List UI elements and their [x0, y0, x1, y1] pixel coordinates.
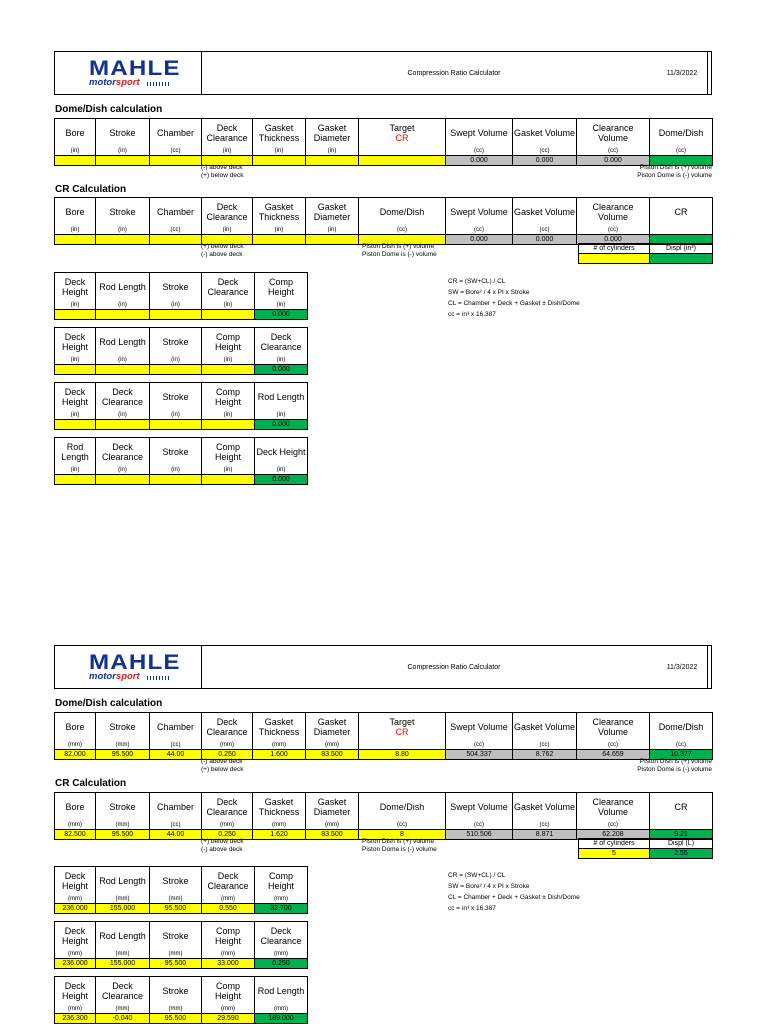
result-cell: 0.000	[255, 420, 308, 430]
dome-dish-title: Dome/Dish calculation	[55, 698, 163, 709]
cr-calc-title: CR Calculation	[55, 184, 127, 195]
dome-dish-table	[54, 712, 713, 760]
input-cell[interactable]	[150, 365, 202, 375]
col-header: Gasket Thickness	[253, 198, 306, 227]
gasket-diameter-input[interactable]	[306, 235, 359, 245]
clearance-volume-value: 0.000	[577, 235, 650, 245]
page-title: Compression Ratio Calculator	[201, 646, 708, 688]
col-header: Deck Clearance	[96, 977, 150, 1006]
header-row	[55, 119, 713, 148]
rod-length-table: Deck Height Deck Clearance Stroke Comp Height Rod Length (in) (in) (in) (in) (in) 0.000	[54, 382, 308, 430]
value-row	[55, 750, 713, 760]
unit-cell: (cc)	[150, 226, 202, 235]
deck-note: (-) above deck (+) below deck	[201, 164, 244, 179]
result-cell: 32.700	[255, 904, 308, 914]
swept-volume-value: 0.000	[446, 235, 513, 245]
col-header: Clearance Volume	[577, 198, 650, 227]
col-header: Rod Length	[96, 328, 150, 357]
dome-dish-title: Dome/Dish calculation	[55, 104, 163, 115]
dish-note: Piston Dish is (+) volume Piston Dome is (-) volume	[637, 758, 712, 773]
col-header: Dome/Dish	[359, 198, 446, 227]
input-cell[interactable]	[55, 420, 96, 430]
col-header: Deck Clearance	[202, 273, 255, 302]
col-header: Gasket Thickness	[253, 713, 306, 742]
col-header: Bore	[55, 713, 96, 742]
bore-input[interactable]	[55, 156, 96, 166]
col-header: Stroke	[96, 793, 150, 822]
swept-volume-value: 0.000	[446, 156, 513, 166]
col-header: Comp Height	[202, 922, 255, 951]
col-header: Comp Height	[202, 438, 255, 467]
clearance-volume-value: 0.000	[577, 156, 650, 166]
col-header: Comp Height	[202, 328, 255, 357]
col-header: Clearance Volume	[577, 713, 650, 742]
chamber-input[interactable]: 44.00	[150, 830, 202, 840]
mahle-logo	[55, 646, 202, 688]
deck-note: (+) below deck (-) above deck	[201, 243, 244, 258]
gasket-diameter-input[interactable]: 83.500	[306, 830, 359, 840]
formula-block: CR = (SW+CL) / CL SW = Bore² / 4 x PI x Stroke CL = Chamber + Deck + Gasket ± Dish/Dome cc = in³ x 16.387	[448, 872, 580, 912]
unit-cell	[650, 226, 713, 235]
units-row	[55, 226, 713, 235]
swept-volume-value: 504.337	[446, 750, 513, 760]
date-cell: 11/3/2022	[666, 663, 698, 671]
input-cell[interactable]	[202, 365, 255, 375]
col-header: Rod Length	[55, 438, 96, 467]
target-cr-input[interactable]	[359, 156, 446, 166]
chamber-input[interactable]: 44.00	[150, 750, 202, 760]
result-cell: 0.000	[255, 365, 308, 375]
col-header: Chamber	[150, 793, 202, 822]
col-header: Gasket Diameter	[306, 198, 359, 227]
input-cell[interactable]	[150, 475, 202, 485]
units-row: (mm) (mm) (cc) (mm) (mm) (mm) (cc) (cc) (cc) (cc)	[55, 821, 713, 830]
input-cell[interactable]	[96, 365, 150, 375]
page-title: Compression Ratio Calculator	[201, 52, 708, 94]
col-header: CR	[650, 793, 713, 822]
input-cell[interactable]	[202, 420, 255, 430]
displacement-label: Displ (in³)	[650, 244, 713, 254]
col-header: Gasket Volume	[513, 119, 577, 148]
input-cell[interactable]	[96, 420, 150, 430]
col-header: Gasket Diameter	[306, 119, 359, 148]
cylinders-input[interactable]	[579, 254, 650, 264]
logo-text: MAHLE	[89, 651, 181, 674]
stroke-input[interactable]	[96, 156, 150, 166]
swept-volume-value: 510.506	[446, 830, 513, 840]
col-header: Comp Height	[255, 867, 308, 896]
deck-note: (+) below deck (-) above deck	[201, 838, 244, 853]
target-cr-input[interactable]: 8.80	[359, 750, 446, 760]
logo-text: MAHLE	[89, 57, 181, 80]
unit-cell: (in)	[253, 147, 306, 156]
input-cell[interactable]: 29.590	[202, 1014, 255, 1024]
col-header: Deck Height	[55, 328, 96, 357]
unit-cell: (in)	[55, 226, 96, 235]
value-row	[55, 156, 713, 166]
displacement-result: 2.55	[650, 849, 713, 859]
input-cell[interactable]	[202, 310, 255, 320]
col-header: Comp Height	[202, 383, 255, 412]
dish-note: Piston Dish is (+) volume Piston Dome is (-) volume	[362, 243, 437, 258]
col-header: Stroke	[150, 438, 202, 467]
col-header: Comp Height	[255, 273, 308, 302]
sheet-header	[54, 51, 712, 95]
col-header: Gasket Volume	[513, 793, 577, 822]
sheet-header	[54, 645, 712, 689]
comp-height-table: Deck Height Rod Length Stroke Deck Clearance Comp Height (in) (in) (in) (in) (in) 0.000	[54, 272, 308, 320]
col-header: Bore	[55, 198, 96, 227]
col-header-target: Target CR	[359, 713, 446, 742]
units-row: (mm) (mm) (cc) (mm) (mm) (mm) (cc) (cc) (cc) (cc)	[55, 741, 713, 750]
result-cell: 0.000	[255, 475, 308, 485]
deck-clearance-input[interactable]: 0.250	[202, 750, 253, 760]
unit-cell: (in)	[306, 226, 359, 235]
cr-calc-table	[54, 197, 713, 245]
col-header: Swept Volume	[446, 713, 513, 742]
dome-dish-table	[54, 118, 713, 166]
col-header: Stroke	[96, 713, 150, 742]
input-cell[interactable]: 95.500	[150, 904, 202, 914]
header-row	[55, 793, 713, 822]
input-cell[interactable]	[202, 475, 255, 485]
col-header: Rod Length	[96, 867, 150, 896]
col-header: Deck Clearance	[202, 198, 253, 227]
result-cell: 0.250	[255, 959, 308, 969]
col-header: Stroke	[150, 922, 202, 951]
col-header: Bore	[55, 119, 96, 148]
dome-dish-input[interactable]: 8	[359, 830, 446, 840]
gasket-diameter-input[interactable]: 83.500	[306, 750, 359, 760]
deck-clearance-table: Deck Height Rod Length Stroke Comp Height Deck Clearance (in) (in) (in) (in) (in) 0.000	[54, 327, 308, 375]
gasket-thickness-input[interactable]	[253, 156, 306, 166]
col-header: Chamber	[150, 198, 202, 227]
bore-input[interactable]	[55, 235, 96, 245]
input-cell[interactable]	[150, 310, 202, 320]
input-cell[interactable]: 95.500	[150, 1014, 202, 1024]
col-header: Chamber	[150, 119, 202, 148]
gasket-thickness-input[interactable]: 1.620	[253, 830, 306, 840]
col-header: Deck Height	[55, 273, 96, 302]
col-header: Dome/Dish	[650, 713, 713, 742]
cylinders-input[interactable]: 5	[579, 849, 650, 859]
input-cell[interactable]	[55, 475, 96, 485]
input-cell[interactable]	[150, 420, 202, 430]
col-header: Clearance Volume	[577, 119, 650, 148]
col-header: Deck Height	[55, 867, 96, 896]
deck-clearance-input[interactable]: 0.250	[202, 830, 253, 840]
col-header: Dome/Dish	[359, 793, 446, 822]
unit-cell: (cc)	[513, 226, 577, 235]
col-header: Deck Clearance	[202, 119, 253, 148]
col-header: Gasket Thickness	[253, 793, 306, 822]
col-header: Rod Length	[96, 922, 150, 951]
clearance-volume-value: 62.208	[577, 830, 650, 840]
deck-height-table: Rod Length Deck Clearance Stroke Comp Height Deck Height (in) (in) (in) (in) (in) 0.000	[54, 437, 308, 485]
input-cell[interactable]: 155.000	[96, 959, 150, 969]
chamber-input[interactable]	[150, 235, 202, 245]
col-header: Stroke	[150, 977, 202, 1006]
col-header: Deck Clearance	[96, 383, 150, 412]
col-header: Gasket Thickness	[253, 119, 306, 148]
units-row	[55, 147, 713, 156]
gasket-diameter-input[interactable]	[306, 156, 359, 166]
displacement-label: Displ (L)	[650, 839, 713, 849]
clearance-volume-value: 64.659	[577, 750, 650, 760]
unit-cell: (in)	[202, 147, 253, 156]
gasket-volume-value: 8.762	[513, 750, 577, 760]
col-header: Swept Volume	[446, 119, 513, 148]
gasket-thickness-input[interactable]: 1.600	[253, 750, 306, 760]
col-header: Stroke	[96, 198, 150, 227]
unit-cell: (cc)	[650, 147, 713, 156]
logo-subtext: motorsport	[89, 671, 140, 682]
deck-note: (-) above deck (+) below deck	[201, 758, 244, 773]
input-cell[interactable]: 236.300	[55, 1014, 96, 1024]
col-header-target: Target CR	[359, 119, 446, 148]
col-header: Gasket Diameter	[306, 793, 359, 822]
col-header: Deck Clearance	[96, 438, 150, 467]
col-header: Stroke	[150, 273, 202, 302]
col-header: Chamber	[150, 713, 202, 742]
unit-cell: (cc)	[577, 226, 650, 235]
input-cell[interactable]	[55, 365, 96, 375]
col-header: Clearance Volume	[577, 793, 650, 822]
input-cell[interactable]: -0.040	[96, 1014, 150, 1024]
input-cell[interactable]: 0.550	[202, 904, 255, 914]
unit-cell: (in)	[306, 147, 359, 156]
col-header: Deck Clearance	[202, 793, 253, 822]
col-header: Stroke	[96, 119, 150, 148]
input-cell[interactable]	[96, 310, 150, 320]
date-cell: 11/3/2022	[666, 69, 698, 77]
comp-height-table: Deck Height Rod Length Stroke Deck Clearance Comp Height (mm) (mm) (mm) (mm) (mm) 236.000 155.000 95.500 0.550 32.700	[54, 866, 308, 914]
col-header: Rod Length	[255, 977, 308, 1006]
unit-cell: (in)	[96, 147, 150, 156]
cylinders-label: # of cylinders	[579, 244, 650, 254]
displacement-result	[650, 254, 713, 264]
header-row	[55, 713, 713, 742]
col-header: Bore	[55, 793, 96, 822]
dish-note: Piston Dish is (+) volume Piston Dome is (-) volume	[362, 838, 437, 853]
gasket-volume-value: 8.871	[513, 830, 577, 840]
cylinders-table	[578, 243, 713, 264]
cylinders-table	[578, 838, 713, 859]
rod-length-table: Deck Height Deck Clearance Stroke Comp Height Rod Length (mm) (mm) (mm) (mm) (mm) 236.300 -0.040 95.500 29.590 189.000	[54, 976, 308, 1024]
col-header: Swept Volume	[446, 198, 513, 227]
input-cell[interactable]: 236.000	[55, 959, 96, 969]
result-cell: 189.000	[255, 1014, 308, 1024]
gasket-thickness-input[interactable]	[253, 235, 306, 245]
logo-subtext: motorsport	[89, 77, 140, 88]
input-cell[interactable]: 155.000	[96, 904, 150, 914]
logo-ruler-icon	[147, 676, 171, 680]
col-header: CR	[650, 198, 713, 227]
col-header: Rod Length	[255, 383, 308, 412]
bore-input[interactable]: 82.500	[55, 830, 96, 840]
col-header: Deck Height	[55, 977, 96, 1006]
logo-ruler-icon	[147, 82, 171, 86]
unit-cell: (in)	[253, 226, 306, 235]
formula-block: CR = (SW+CL) / CL SW = Bore² / 4 x PI x Stroke CL = Chamber + Deck + Gasket ± Dish/Dome cc = in³ x 16.387	[448, 278, 580, 318]
col-header: Gasket Volume	[513, 713, 577, 742]
col-header: Deck Clearance	[255, 328, 308, 357]
result-cell: 0.000	[255, 310, 308, 320]
unit-cell: (cc)	[446, 226, 513, 235]
unit-cell: (cc)	[577, 147, 650, 156]
col-header: Stroke	[150, 383, 202, 412]
unit-cell: (cc)	[513, 147, 577, 156]
gasket-volume-value: 0.000	[513, 235, 577, 245]
col-header: Gasket Diameter	[306, 713, 359, 742]
gasket-volume-value: 0.000	[513, 156, 577, 166]
stroke-input[interactable]: 95.500	[96, 830, 150, 840]
col-header: Deck Height	[55, 922, 96, 951]
cr-calc-title: CR Calculation	[55, 778, 127, 789]
unit-cell: (cc)	[446, 147, 513, 156]
col-header: Deck Clearance	[255, 922, 308, 951]
input-cell[interactable]: 33.000	[202, 959, 255, 969]
input-cell[interactable]	[96, 475, 150, 485]
header-row	[55, 198, 713, 227]
input-cell[interactable]: 95.500	[150, 959, 202, 969]
col-header: Swept Volume	[446, 793, 513, 822]
unit-cell: (in)	[55, 147, 96, 156]
unit-cell: (in)	[96, 226, 150, 235]
col-header: Gasket Volume	[513, 198, 577, 227]
mahle-logo	[55, 52, 202, 94]
col-header: Deck Height	[255, 438, 308, 467]
stroke-input[interactable]	[96, 235, 150, 245]
dish-note: Piston Dish is (+) volume Piston Dome is (-) volume	[637, 164, 712, 179]
chamber-input[interactable]	[150, 156, 202, 166]
input-cell[interactable]: 236.000	[55, 904, 96, 914]
unit-cell: (cc)	[359, 226, 446, 235]
input-cell[interactable]	[55, 310, 96, 320]
col-header: Comp Height	[202, 977, 255, 1006]
unit-cell: (in)	[202, 226, 253, 235]
col-header: Dome/Dish	[650, 119, 713, 148]
stroke-input[interactable]: 95.500	[96, 750, 150, 760]
col-header: Deck Height	[55, 383, 96, 412]
cr-calc-table	[54, 792, 713, 840]
cr-result: 9.21	[650, 830, 713, 840]
deck-clearance-table: Deck Height Rod Length Stroke Comp Height Deck Clearance (mm) (mm) (mm) (mm) (mm) 236.000 155.000 95.500 33.000 0.250	[54, 921, 308, 969]
col-header: Stroke	[150, 867, 202, 896]
col-header: Deck Clearance	[202, 713, 253, 742]
cylinders-label: # of cylinders	[579, 839, 650, 849]
bore-input[interactable]: 82.000	[55, 750, 96, 760]
col-header: Rod Length	[96, 273, 150, 302]
col-header: Stroke	[150, 328, 202, 357]
dome-dish-result: 10.377	[650, 750, 713, 760]
unit-cell: (cc)	[150, 147, 202, 156]
col-header: Deck Clearance	[202, 867, 255, 896]
unit-cell	[359, 147, 446, 156]
